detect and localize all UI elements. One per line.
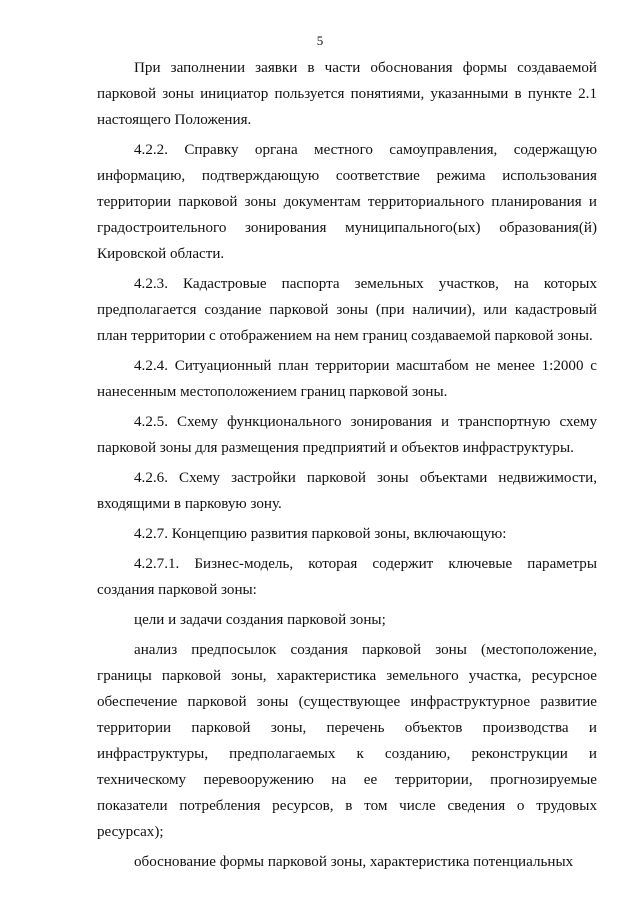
list-item-form-rationale: обоснование формы парковой зоны, характеристика потенциальных [134, 854, 574, 870]
page-number: 5 [316, 33, 324, 48]
paragraph-4-2-6: 4.2.6. Схему застройки парковой зоны объектами недвижимости, входящими в парковую зону. [97, 470, 597, 512]
document-body [97, 55, 597, 875]
paragraph-4-2-7: 4.2.7. Концепцию развития парковой зоны, включающую: [134, 526, 507, 542]
paragraph-4-2-7-1: 4.2.7.1. Бизнес-модель, которая содержит ключевые параметры создания парковой зоны: [97, 556, 597, 598]
paragraph-4-2-2: 4.2.2. Справку органа местного самоуправления, содержащую информацию, подтверждающую соответствие режима использования территории парковой зоны документам территориального планирования и градостроительного зонирования муниципального(ых) образования(й) Кировской области. [97, 142, 597, 262]
paragraph-4-2-5: 4.2.5. Схему функционального зонирования и транспортную схему парковой зоны для размещения предприятий и объектов инфраструктуры. [97, 414, 597, 456]
list-item-analysis: анализ предпосылок создания парковой зоны (местоположение, границы парковой зоны, характеристика земельного участка, ресурсное обеспечение парковой зоны (существующее инфраструктурное развитие территории парковой зоны, перечень объектов производства и инфраструктуры, предполагаемых к созданию, реконструкции и техническому перевооружению на ее территории, прогнозируемые показатели потребления ресурсов, в том числе сведения о трудовых ресурсах); [97, 642, 597, 840]
paragraph-4-2-3: 4.2.3. Кадастровые паспорта земельных участков, на которых предполагается создание парковой зоны (при наличии), или кадастровый план территории с отображением на нем границ создаваемой парковой зоны. [97, 276, 597, 344]
paragraph-4-2-4: 4.2.4. Ситуационный план территории масштабом не менее 1:2000 с нанесенным местоположением границ парковой зоны. [97, 358, 597, 400]
list-item-goals: цели и задачи создания парковой зоны; [134, 612, 386, 628]
paragraph-form-justification: При заполнении заявки в части обоснования формы создаваемой парковой зоны инициатор пользуется понятиями, указанными в пункте 2.1 настоящего Положения. [97, 60, 597, 128]
